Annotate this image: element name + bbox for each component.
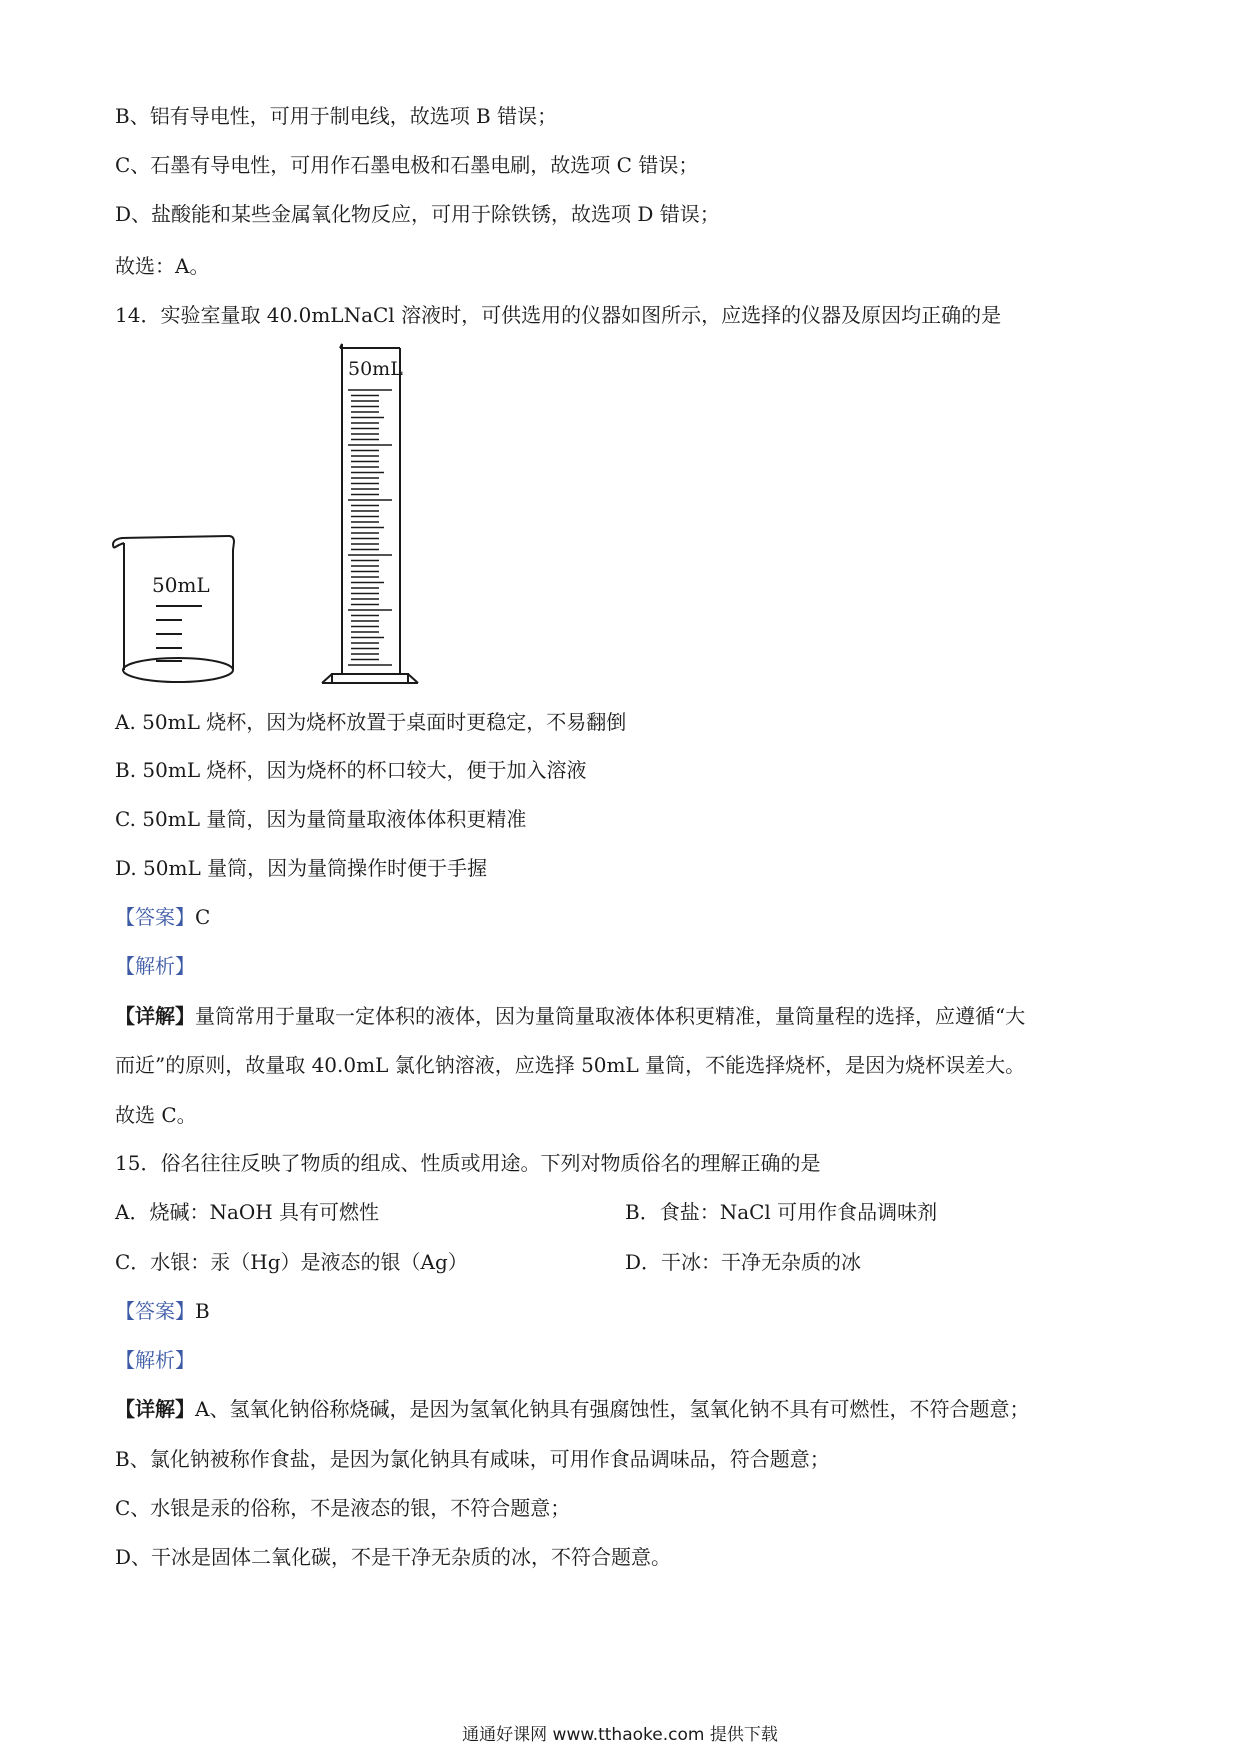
beaker-capacity-label: 50mL [152,573,210,597]
answer-value: B [195,1299,210,1323]
q15-detail-d: D、干冰是固体二氧化碳，不是干净无杂质的冰，不符合题意。 [115,1545,672,1569]
q15-detail-c: C、水银是汞的俗称，不是液态的银，不符合题意； [115,1496,571,1520]
beaker-graduations [156,606,202,661]
q15-option-c: C．水银：汞（Hg）是液态的银（Ag） [115,1250,468,1274]
q14-answer [115,903,210,931]
q15-question: 15．俗名往往反映了物质的组成、性质或用途。下列对物质俗名的理解正确的是 [115,1151,821,1175]
prev-option-c: C、石墨有导电性，可用作石墨电极和石墨电刷，故选项 C 错误； [115,153,699,177]
q14-detail-line-1 [115,1002,1025,1030]
answer-tag: 【答案】 [115,905,195,929]
q15-option-b: B．食盐：NaCl 可用作食品调味剂 [625,1200,938,1224]
q15-analysis-tag: 【解析】 [115,1348,195,1372]
lab-glassware-figure [110,340,440,690]
q14-question: 14．实验室量取 40.0mLNaCl 溶液时，可供选用的仪器如图所示，应选择的仪器及原因均正确的是 [115,303,1002,327]
detail-tag: 【详解】 [115,1004,195,1028]
prev-option-d: D、盐酸能和某些金属氧化物反应，可用于除铁锈，故选项 D 错误； [115,202,720,226]
answer-tag: 【答案】 [115,1299,195,1323]
q15-detail-a [115,1395,1029,1423]
cylinder-graduations [348,390,392,665]
q14-conclusion: 故选 C。 [115,1103,197,1127]
q14-detail-line-2: 而近”的原则，故量取 40.0mL 氯化钠溶液，应选择 50mL 量筒，不能选择烧杯，是因为烧杯误差大。 [115,1053,1026,1077]
q15-answer [115,1297,210,1325]
detail-text: A、氢氧化钠俗称烧碱，是因为氢氧化钠具有强腐蚀性，氢氧化钠不具有可燃性，不符合题意； [195,1397,1030,1421]
page-footer: 通通好课网 www.tthaoke.com 提供下载 [462,1725,778,1745]
prev-option-b: B、铝有导电性，可用于制电线，故选项 B 错误； [115,104,558,128]
q14-option-c: C. 50mL 量筒，因为量筒量取液体体积更精准 [115,807,527,831]
prev-conclusion: 故选：A。 [115,254,210,278]
q14-option-d: D. 50mL 量筒，因为量筒操作时便于手握 [115,856,488,880]
q15-detail-b: B、氯化钠被称作食盐，是因为氯化钠具有咸味，可用作食品调味品，符合题意； [115,1447,830,1471]
q15-option-d: D．干冰：干净无杂质的冰 [625,1250,862,1274]
detail-text: 量筒常用于量取一定体积的液体，因为量筒量取液体体积更精准，量筒量程的选择，应遵循“大 [195,1004,1026,1028]
q15-option-a: A．烧碱：NaOH 具有可燃性 [115,1200,380,1224]
detail-tag: 【详解】 [115,1397,195,1421]
q14-option-a: A. 50mL 烧杯，因为烧杯放置于桌面时更稳定，不易翻倒 [115,710,627,734]
q14-option-b: B. 50mL 烧杯，因为烧杯的杯口较大，便于加入溶液 [115,758,587,782]
q14-analysis-tag: 【解析】 [115,954,195,978]
answer-value: C [195,905,211,929]
cylinder-capacity-label: 50mL [348,358,403,380]
